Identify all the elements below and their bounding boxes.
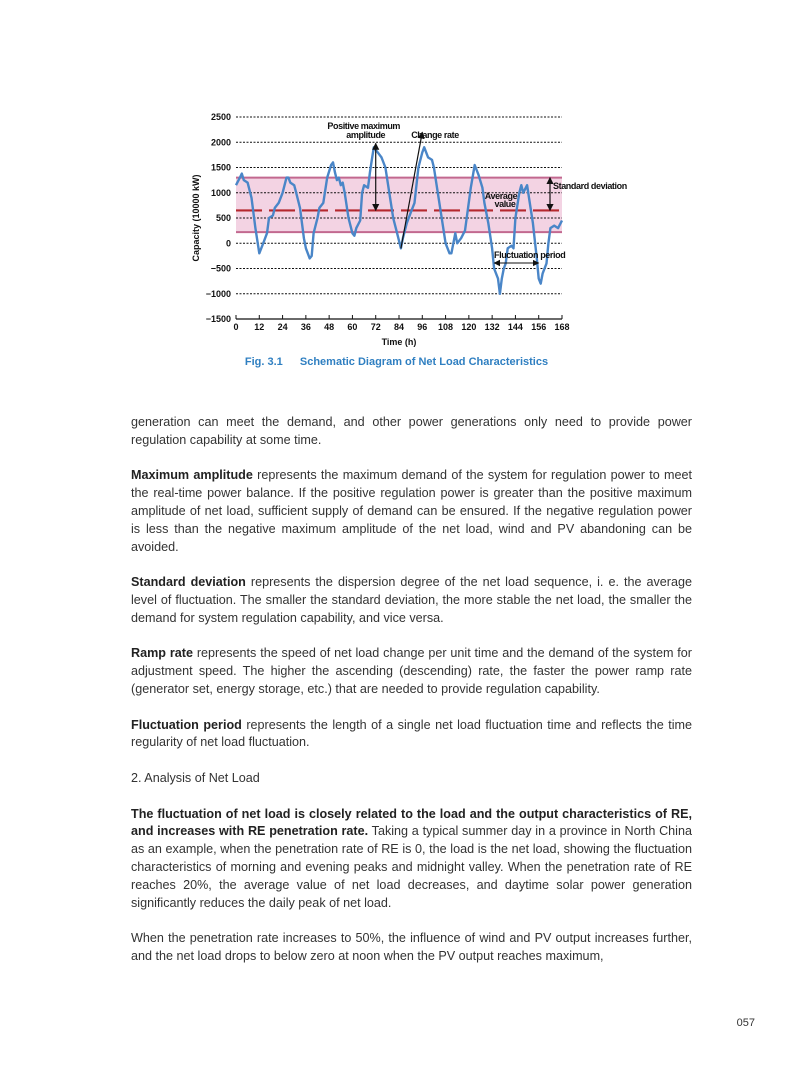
- x-tick-label: 96: [417, 322, 428, 332]
- paragraph-body: represents the length of a single net load fluctuation time and reflects the time regularity of net load fluctuation.: [131, 717, 692, 750]
- paragraph-penetration-50: [131, 930, 692, 966]
- term-maximum-amplitude: Maximum amplitude: [131, 468, 253, 483]
- paragraph-standard-deviation: [131, 574, 692, 627]
- annotation-max-amplitude-line2: amplitude: [346, 130, 386, 140]
- y-tick-label: 1000: [210, 187, 231, 198]
- x-tick-label: 12: [254, 322, 265, 332]
- net-load-chart: [0, 0, 793, 400]
- x-tick-label: 84: [393, 322, 405, 332]
- paragraph-net-load-analysis: [131, 806, 692, 913]
- figure-caption: [0, 356, 793, 368]
- y-tick-label: −500: [210, 263, 231, 274]
- paragraph-ramp-rate: [131, 645, 692, 698]
- paragraph-maximum-amplitude: [131, 467, 692, 556]
- paragraph-body: represents the speed of net load change per unit time and the demand of the system for adjustment speed. The higher the ascending (descending) rate, the faster the power ramp rate (generator set, energy storage, etc.) that are needed to provide regulation capability.: [131, 646, 692, 696]
- x-tick-label: 108: [438, 322, 454, 332]
- paragraph-body: generation can meet the demand, and other power generations only need to provide power regulation capability at some time.: [131, 415, 692, 447]
- y-tick-label: 1500: [210, 162, 231, 173]
- paragraph-continuation: [131, 414, 692, 450]
- annotation-standard-deviation: Standard deviation: [553, 181, 627, 191]
- x-tick-label: 120: [461, 322, 477, 332]
- section-heading-text: 2. Analysis of Net Load: [131, 770, 260, 785]
- x-tick-label: 0: [233, 322, 239, 332]
- y-tick-label: 500: [215, 213, 231, 223]
- y-tick-label: −1500: [205, 314, 231, 324]
- x-tick-label: 72: [370, 322, 381, 332]
- annotation-max-amplitude-line1: Positive maximum: [327, 121, 401, 131]
- x-axis-label: Time (h): [381, 337, 417, 347]
- x-tick-label: 48: [324, 322, 335, 332]
- figure-number: Fig. 3.1: [244, 356, 283, 368]
- paragraph-body: represents the dispersion degree of the net load sequence, i. e. the average level of fluctuation. The smaller the standard deviation, the more stable the net load, the smaller the demand for system regulation capability, and vice versa.: [131, 575, 692, 625]
- paragraph-fluctuation-period: [131, 717, 692, 753]
- body-text: [131, 414, 692, 984]
- paragraph-body: represents the maximum demand of the system for regulation power to meet the real-time power balance. If the positive regulation power is greater than the positive maximum amplitude of net load, sufficient supply of demand can be ensured. If the negative regulation power is less than the negative maximum amplitude of the net load, wind and PV abandoning can be avoided.: [131, 468, 692, 554]
- term-fluctuation-period: Fluctuation period: [131, 717, 242, 732]
- x-tick-label: 156: [531, 322, 547, 332]
- paragraph-body: Taking a typical summer day in a province in North China as an example, when the penetration rate of RE is 0, the load is the net load, showing the fluctuation characteristics of morning and evening peaks and midnight valley. When the penetration rate of RE reaches 20%, the average value of net load decreases, and daytime solar power generation significantly reduces the daily peak of net load.: [131, 824, 692, 910]
- x-tick-label: 168: [554, 322, 570, 332]
- y-tick-label: 0: [225, 238, 231, 249]
- y-tick-label: 2000: [210, 137, 231, 148]
- x-tick-label: 60: [347, 322, 358, 332]
- term-ramp-rate: Ramp rate: [131, 646, 193, 661]
- y-tick-label: −1000: [205, 288, 231, 299]
- x-tick-label: 36: [300, 322, 311, 332]
- figure-title: Schematic Diagram of Net Load Characteristics: [299, 356, 549, 368]
- annotation-fluctuation-period: Fluctuation period: [494, 250, 566, 260]
- y-axis-label: Capacity (10000 kW): [191, 174, 201, 262]
- section-heading: [131, 770, 692, 788]
- y-tick-label: 2500: [210, 112, 231, 122]
- paragraph-lead-bold: The fluctuation of net load is closely related to the load and the output characteristics of RE, and increases with RE penetration rate.: [131, 806, 692, 839]
- term-standard-deviation: Standard deviation: [131, 575, 246, 590]
- x-tick-label: 144: [507, 322, 523, 332]
- page-number: 057: [736, 1017, 755, 1029]
- annotation-average-value-line1: Average: [484, 191, 518, 201]
- annotation-change-rate: Change rate: [411, 130, 459, 140]
- annotation-average-value-line2: value: [494, 199, 516, 209]
- x-tick-label: 132: [484, 322, 500, 332]
- x-tick-label: 24: [277, 322, 288, 332]
- paragraph-body: When the penetration rate increases to 50%, the influence of wind and PV output increases further, and the net load drops to below zero at noon when the PV output reaches maximum,: [131, 931, 692, 963]
